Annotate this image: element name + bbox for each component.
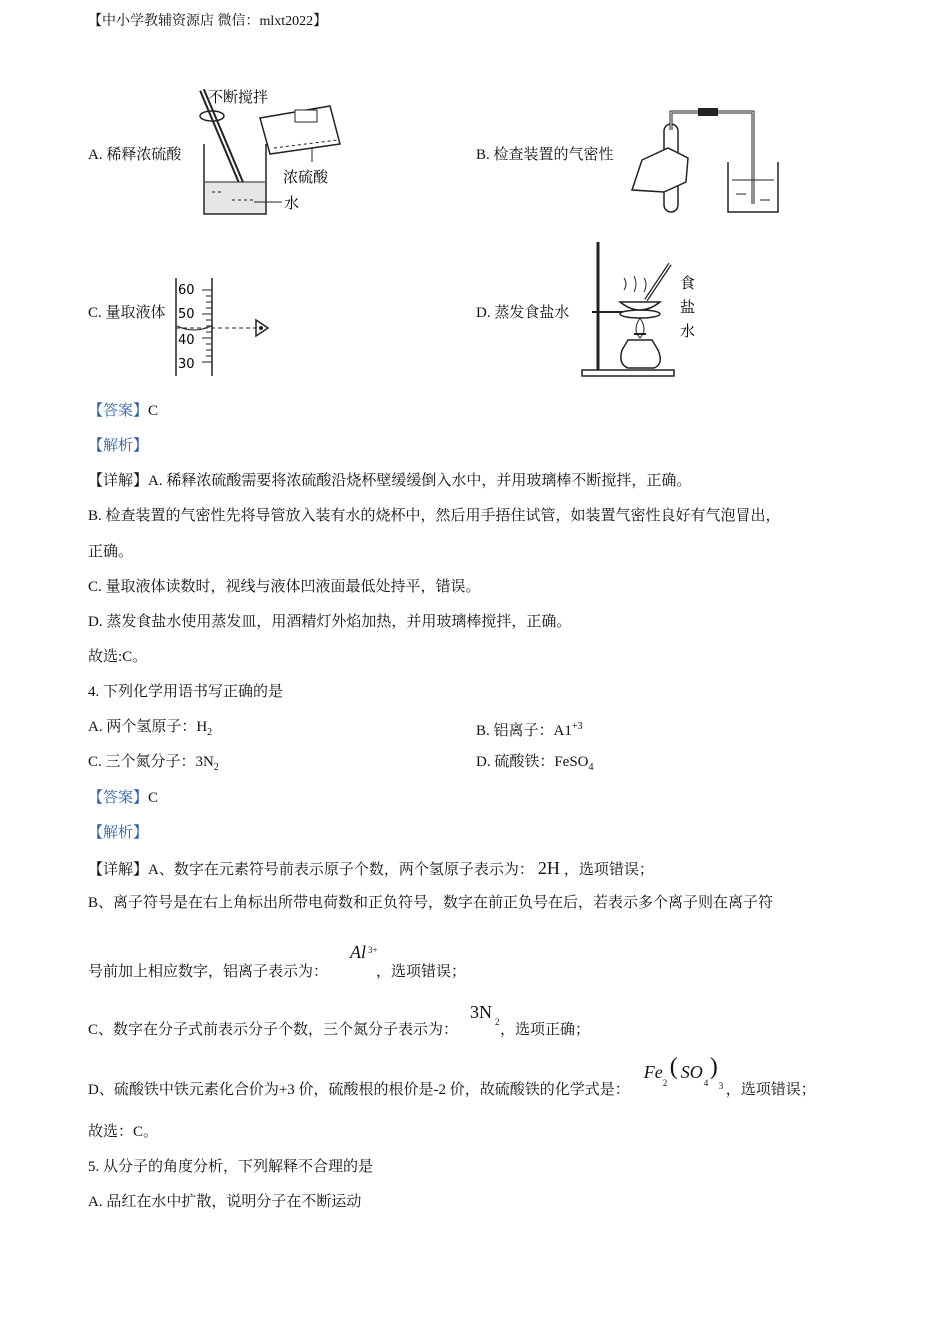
q3-detail-a: 【详解】A. 稀释浓硫酸需要将浓硫酸沿烧杯壁缓缓倒入水中，并用玻璃棒不断搅拌，正确。 — [88, 473, 692, 489]
q4-option-a: A. 两个氢原子：$H_2$ — [88, 719, 213, 738]
formula-2h: 2H — [537, 858, 560, 878]
q4-detail-a: 【详解】A、数字在元素符号前表示原子个数，两个氢原子表示为： 2H ，选项错误； — [88, 858, 654, 878]
alcohol-lamp — [621, 340, 660, 368]
figure-dilute-acid — [190, 82, 350, 222]
q4-option-c: C. 三个氮分子：$3N_2$ — [88, 754, 219, 773]
q4-answer: 【答案】C — [88, 790, 159, 806]
q4-analysis-tag: 【解析】 — [88, 825, 149, 841]
tick-50: 50 — [178, 307, 195, 322]
option-a-label: A. 稀释浓硫酸 — [88, 147, 182, 163]
q3-detail-b-cont: 正确。 — [88, 544, 134, 560]
acid-label: 浓硫酸 — [283, 168, 329, 186]
option-d-label: D. 蒸发食盐水 — [476, 305, 570, 321]
formula-3n2: 3N 2 — [470, 1002, 500, 1027]
q3-answer: 【答案】C — [88, 403, 159, 419]
evaporating-dish — [620, 302, 660, 310]
q4-option-d: D. 硫酸铁：FeSO$_4$ — [476, 754, 594, 773]
formula-al-ion: Al 3+ — [350, 942, 378, 962]
tick-40: 40 — [178, 333, 195, 348]
hand — [632, 148, 688, 192]
q4-detail-d: D、硫酸铁中铁元素化合价为+3 价，硫酸根的根价是-2 价，故硫酸铁的化学式是： Fe 2 ( SO 4 ) 3 ，选项错误； — [88, 1054, 816, 1098]
q3-detail-c: C. 量取液体读数时，视线与液体凹液面最低处持平，错误。 — [88, 579, 481, 595]
q3-detail-d: D. 蒸发食盐水使用蒸发皿，用酒精灯外焰加热，并用玻璃棒搅拌，正确。 — [88, 614, 572, 630]
q4-choice: 故选：C。 — [88, 1124, 159, 1140]
figure-airtightness — [628, 100, 788, 220]
q3-analysis-tag: 【解析】 — [88, 438, 149, 454]
figure-cylinder — [168, 276, 278, 380]
water-label: 水 — [284, 194, 300, 212]
q3-choice: 故选:C。 — [88, 649, 148, 665]
tick-30: 30 — [178, 357, 195, 372]
q5-option-a: A. 品红在水中扩散，说明分子在不断运动 — [88, 1194, 362, 1210]
q4-detail-b-cont: 号前加上相应数字，铝离子表示为： Al 3+ ，选项错误； — [88, 942, 467, 980]
stir-label: 不断搅拌 — [208, 88, 269, 106]
tick-60: 60 — [178, 283, 195, 298]
figure-evaporation — [578, 238, 708, 378]
salt-label-3: 水 — [680, 322, 696, 340]
option-c-label: C. 量取液体 — [88, 305, 166, 321]
q5-stem: 5. 从分子的角度分析，下列解释不合理的是 — [88, 1159, 374, 1175]
q4-stem: 4. 下列化学用语书写正确的是 — [88, 684, 284, 700]
iron-ring — [620, 310, 660, 318]
q4-detail-c: C、数字在分子式前表示分子个数，三个氮分子表示为： 3N 2 ，选项正确； — [88, 1002, 591, 1038]
option-b-label: B. 检查装置的气密性 — [476, 147, 614, 163]
q3-detail-b: B. 检查装置的气密性先将导管放入装有水的烧杯中，然后用手捂住试管，如装置气密性良好有气泡冒出， — [88, 508, 781, 524]
salt-label-2: 盐 — [680, 298, 696, 316]
q4-detail-b: B、离子符号是在右上角标出所带电荷数和正负符号，数字在前正负号在后，若表示多个离子则在离子符 — [88, 895, 774, 911]
formula-fe2so43: Fe 2 ( SO 4 ) 3 — [643, 1054, 724, 1091]
q4-option-b: B. 铝离子：$A1^{+3}$ — [476, 721, 583, 739]
page-header: 【中小学教辅资源店 微信：mlxt2022】 — [88, 14, 328, 29]
salt-label-1: 食 — [680, 274, 696, 292]
